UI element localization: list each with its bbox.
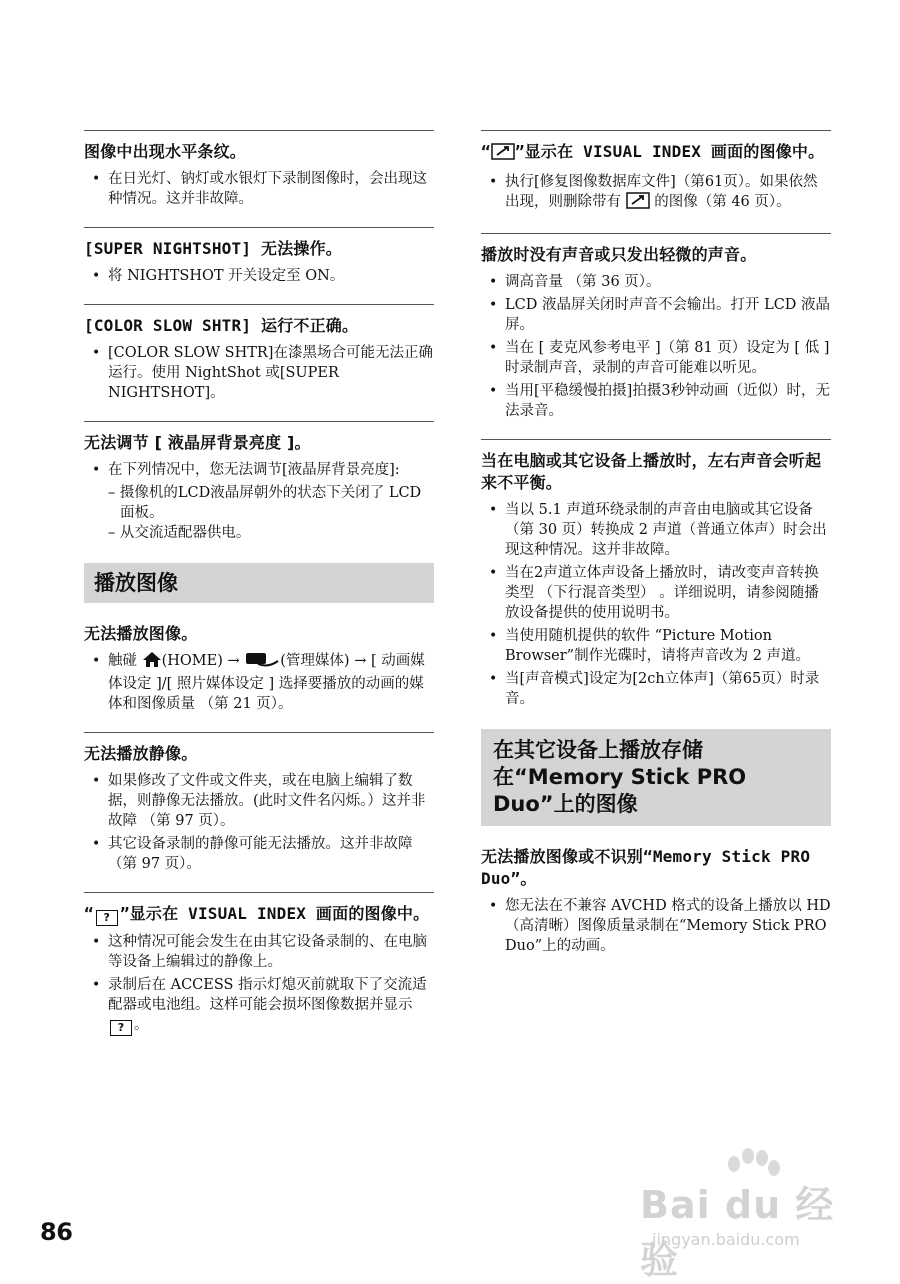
section-title: [SUPER NIGHTSHOT] 无法操作。 [84, 239, 342, 258]
section-lcd-brightness [84, 421, 434, 543]
list-item: • 当使用随机提供的软件 “Picture Motion Browser”制作光碟时，请将声音改为 2 声道。 [481, 626, 831, 666]
section-color-slow-shtr [84, 304, 434, 403]
section-title: 图像中出现水平条纹。 [84, 142, 247, 161]
watermark-brand: Bai du 经验 [640, 1183, 835, 1282]
section-title: [COLOR SLOW SHTR] 运行不正确。 [84, 316, 359, 335]
section-title: 无法播放图像或不识别“Memory Stick PRO Duo”。 [481, 847, 811, 888]
manage-media-icon [244, 651, 280, 674]
section-title: 当在电脑或其它设备上播放时，左右声音会听起来不平衡。 [481, 451, 822, 492]
right-column [481, 130, 831, 974]
list-item: • [COLOR SLOW SHTR]在漆黑场合可能无法正确运行。使用 NightShot 或[SUPER NIGHTSHOT]。 [84, 343, 434, 403]
list-item [481, 172, 831, 215]
text: (HOME) → [161, 653, 245, 669]
list-item: • 在下列情况中，您无法调节[液晶屏背景亮度]: [84, 460, 434, 480]
section-title: 无法播放静像。 [84, 744, 198, 763]
section-no-sound [481, 233, 831, 421]
section-title: 播放时没有声音或只发出轻微的声音。 [481, 245, 757, 264]
left-column [84, 130, 434, 1054]
section-title [481, 141, 831, 166]
section-title: 无法调节 [ 液晶屏背景亮度 ]。 [84, 433, 311, 452]
text: 录制后在 ACCESS 指示灯熄灭前就取下了交流适配器或电池组。这样可能会损坏图像数据并显示 [108, 977, 427, 1013]
list-item [84, 975, 434, 1036]
section-title [84, 903, 434, 926]
section-band-other-devices: 在其它设备上播放存储在“Memory Stick PRO Duo”上的图像 [481, 729, 831, 826]
text: 。 [134, 1017, 149, 1033]
section-repair-icon [481, 130, 831, 215]
page-number: 86 [40, 1218, 73, 1246]
list-item: • 当在2声道立体声设备上播放时，请改变声音转换类型 （下行混音类型） 。详细说明，请参阅随播放设备提供的使用说明书。 [481, 563, 831, 623]
section-unbalanced-sound [481, 439, 831, 709]
list-item: • 当以 5.1 声道环绕录制的声音由电脑或其它设备（第 30 页）转换成 2 声道（普通立体声）时会出现这种情况。这并非故障。 [481, 500, 831, 560]
question-icon: ? [96, 910, 118, 926]
list-item: • LCD 液晶屏关闭时声音不会输出。打开 LCD 液晶屏。 [481, 295, 831, 335]
list-item: • 当[声音模式]设定为[2ch立体声]（第65页）时录音。 [481, 669, 831, 709]
list-item: • 在日光灯、钠灯或水银灯下录制图像时，会出现这种情况。这并非故障。 [84, 169, 434, 209]
question-icon: ? [110, 1020, 132, 1036]
repair-database-icon [626, 192, 650, 215]
title-part: ”显示在 VISUAL INDEX 画面的图像中。 [514, 142, 825, 161]
repair-database-icon [491, 143, 515, 166]
section-question-icon [84, 892, 434, 1036]
dash-item: – 摄像机的LCD液晶屏朝外的状态下关闭了 LCD 面板。 [108, 485, 422, 521]
baidu-watermark [636, 1146, 856, 1282]
section-cannot-recognize [481, 846, 831, 956]
text: (管理媒体) → [ 动画媒体设定 ]/[ 照片媒体设定 ] 选择要播放的动画的媒体和图像质量 （第 21 页）。 [108, 653, 425, 712]
list-item: • 将 NIGHTSHOT 开关设定至 ON。 [84, 266, 434, 286]
list-item: • 其它设备录制的静像可能无法播放。这并非故障 （第 97 页）。 [84, 834, 434, 874]
list-item: • 如果修改了文件或文件夹，或在电脑上编辑了数据，则静像无法播放。(此时文件名闪烁。）这并非故障 （第 97 页）。 [84, 771, 434, 831]
list-item [84, 651, 434, 714]
text: 执行[修复图像数据库文件]（第61页）。如果依然出现，则删除带有 [505, 174, 818, 210]
section-horizontal-stripes [84, 130, 434, 209]
section-cannot-play-still [84, 732, 434, 874]
title-part: “ [84, 904, 94, 923]
section-title: 无法播放图像。 [84, 624, 198, 643]
home-icon [142, 651, 162, 674]
list-item: • 您无法在不兼容 AVCHD 格式的设备上播放以 HD （高清晰）图像质量录制在“Memory Stick PRO Duo”上的动画。 [481, 896, 831, 956]
title-part: “ [481, 142, 491, 161]
text: 的图像（第 46 页）。 [649, 194, 791, 210]
list-item: • 当用[平稳缓慢拍摄]拍摄3秒钟动画（近似）时，无法录音。 [481, 381, 831, 421]
title-part: ”显示在 VISUAL INDEX 画面的图像中。 [119, 904, 430, 923]
dash-item: – 从交流适配器供电。 [108, 525, 251, 541]
section-super-nightshot [84, 227, 434, 286]
list-item: • 这种情况可能会发生在由其它设备录制的、在电脑等设备上编辑过的静像上。 [84, 932, 434, 972]
text: 触碰 [108, 653, 142, 669]
section-band-playback: 播放图像 [84, 563, 434, 603]
list-item: • 当在 [ 麦克风参考电平 ]（第 81 页）设定为 [ 低 ] 时录制声音，录制的声音可能难以听见。 [481, 338, 831, 378]
watermark-site: jingyan.baidu.com [652, 1230, 800, 1249]
list-item: • 调高音量 （第 36 页）。 [481, 272, 831, 292]
section-cannot-play [84, 623, 434, 714]
